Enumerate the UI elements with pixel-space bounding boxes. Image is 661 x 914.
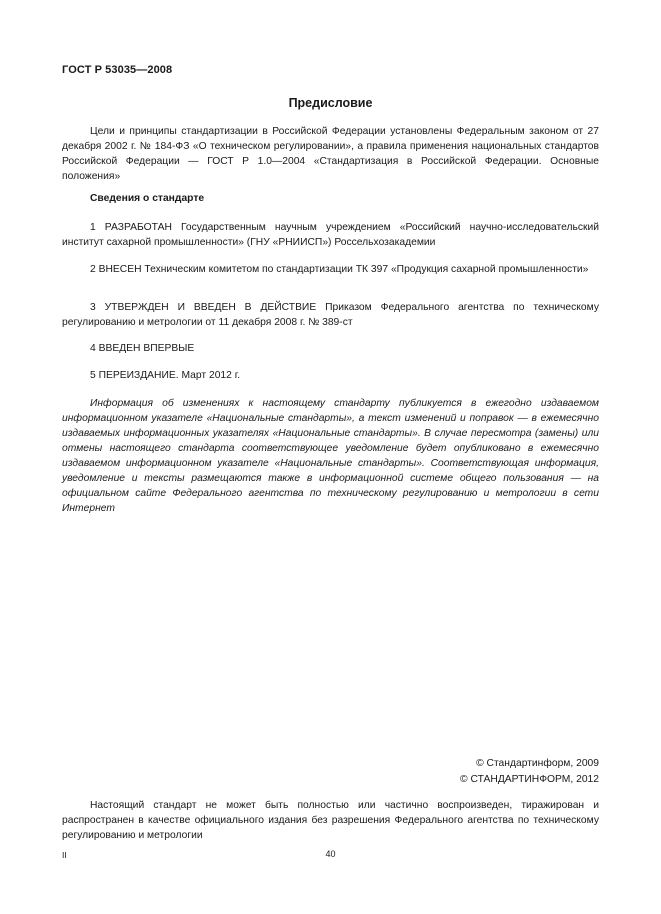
list-item-text: 1 РАЗРАБОТАН Государственным научным учреждением «Российский научно-исследовательский институт сахарной промышленности» (ГНУ «РНИИСП») Россельхозакадемии	[62, 222, 599, 248]
list-item-text: 5 ПЕРЕИЗДАНИЕ. Март 2012 г.	[90, 370, 241, 381]
section-heading: Сведения о стандарте	[90, 193, 205, 204]
roman-page-marker: II	[62, 850, 67, 860]
notice-paragraph	[62, 396, 599, 516]
copyright-line-1: © Стандартинформ, 2009	[476, 758, 599, 769]
list-item-text: 3 УТВЕРЖДЕН И ВВЕДЕН В ДЕЙСТВИЕ Приказом Федерального агентства по техническому регулированию и метрологии от 11 декабря 2008 г. № 389-ст	[62, 302, 599, 328]
document-id: ГОСТ Р 53035—2008	[62, 64, 173, 76]
list-item-3	[62, 300, 599, 330]
list-item-4	[62, 341, 599, 356]
intro-text: Цели и принципы стандартизации в Российской Федерации установлены Федеральным законом от 27 декабря 2002 г. № 184-ФЗ «О техническом регулировании», а правила применения национальных стандартов Российской Федерации — ГОСТ Р 1.0—2004 «Стандартизация в Российской Федерации. Основные положения»	[62, 126, 599, 182]
list-item-text: 2 ВНЕСЕН Техническим комитетом по стандартизации ТК 397 «Продукция сахарной промышленности»	[90, 264, 589, 275]
list-item-1	[62, 220, 599, 250]
list-item-2	[62, 262, 599, 277]
copyright-line-2: © СТАНДАРТИНФОРМ, 2012	[460, 774, 599, 785]
reproduction-notice-text: Настоящий стандарт не может быть полностью или частично воспроизведен, тиражирован и распространен в качестве официального издания без разрешения Федерального агентства по техническому регулированию и метрологии	[62, 800, 599, 841]
page-title: Предисловие	[288, 96, 373, 110]
notice-text: Информация об изменениях к настоящему стандарту публикуется в ежегодно издаваемом информационном указателе «Национальные стандарты», а текст изменений и поправок — в ежемесячно издаваемых информационных указателях «Национальные стандарты». В случае пересмотра (замены) или отмены настоящего стандарта соответствующее уведомление будет опубликовано в ежемесячно издаваемом информационном указателе «Национальные стандарты». Соответствующая информация, уведомление и тексты размещаются также в информационной системе общего пользования — на официальном сайте Федерального агентства по техническому регулированию и метрологии в сети Интернет	[62, 398, 599, 514]
intro-paragraph	[62, 124, 599, 184]
list-item-5	[62, 368, 599, 383]
reproduction-notice	[62, 798, 599, 843]
page-number: 40	[325, 849, 336, 859]
list-item-text: 4 ВВЕДЕН ВПЕРВЫЕ	[90, 343, 195, 354]
